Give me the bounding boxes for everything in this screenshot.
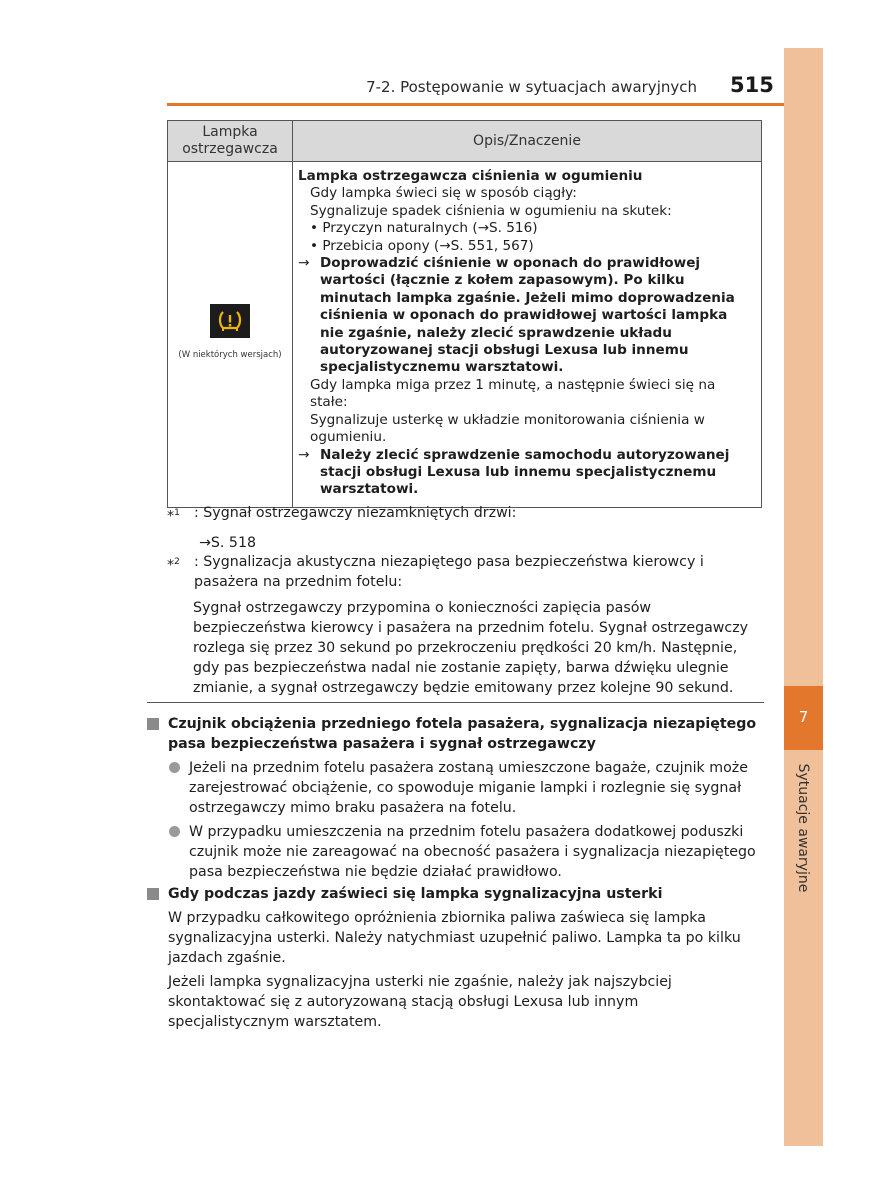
section-paragraph: W przypadku całkowitego opróżnienia zbiornika paliwa zaświeca się lampka sygnalizacyjna usterki. Należy natychmiast uzupełnić paliwo. Lampka ta po kilku jazdach zgaśnie.: [168, 910, 741, 966]
section-heading: Gdy podczas jazdy zaświeci się lampka sygnalizacyjna usterki: [147, 884, 764, 904]
chapter-label: Sytuacje awaryjne: [795, 763, 811, 893]
circle-bullet-icon: [169, 762, 180, 773]
arrow-icon: →: [298, 255, 310, 272]
chapter-number-tab[interactable]: 7: [784, 686, 823, 750]
lamp-description-cell: [293, 162, 762, 508]
list-item: Jeżeli na przednim fotelu pasażera zostaną umieszczone bagaże, czujnik może zarejestrować obciążenie, co spowoduje miganie lampki i rozlegnie się sygnał ostrzegawczy mimo braku pasażera na fotelu.: [147, 758, 764, 818]
section-heading: Czujnik obciążenia przedniego fotela pasażera, sygnalizacja niezapiętego pasa bezpieczeństwa pasażera i sygnał ostrzegawczy: [147, 714, 764, 754]
cause-bullet: • Przyczyn naturalnych (→S. 516): [310, 220, 538, 237]
header-rule: [167, 103, 784, 106]
section-paragraph: Jeżeli lampka sygnalizacyjna usterki nie zgaśnie, należy jak najszybciej skontaktować się z autoryzowaną stacją obsługi Lexusa lub innym specjalistycznym warsztatem.: [168, 974, 672, 1030]
footnote-reference[interactable]: →S. 518: [199, 534, 256, 551]
action-item: [298, 447, 753, 499]
steady-condition-text: Gdy lampka świeci się w sposób ciągły:: [310, 185, 577, 202]
warning-lamp-table: [167, 120, 762, 508]
page-number: 515: [730, 73, 774, 97]
table-header-row: [168, 121, 762, 162]
arrow-icon: →: [298, 446, 310, 463]
page-header-title: 7-2. Postępowanie w sytuacjach awaryjnych: [366, 78, 697, 96]
footnote-text: : Sygnał ostrzegawczy niezamkniętych drzwi:: [194, 505, 517, 521]
footnote-2: [167, 552, 762, 698]
list-item: W przypadku umieszczenia na przednim fotelu pasażera dodatkowej poduszki czujnik może nie zareagować na obecność pasażera i sygnalizacja niezapiętego pasa bezpieczeństwa nie będzie działać prawidłowo.: [147, 822, 764, 882]
lamp-cell: [168, 162, 293, 508]
footnote-text: : Sygnalizacja akustyczna niezapiętego pasa bezpieczeństwa kierowcy i pasażera na przednim fotelu:: [194, 554, 704, 590]
cause-bullet: • Przebicia opony (→S. 551, 567): [310, 237, 534, 254]
chapter-side-tab: [784, 48, 823, 1146]
section-divider: [147, 702, 764, 703]
table-row: [168, 162, 762, 508]
lamp-column-header: Lampka ostrzegawcza: [168, 121, 293, 162]
square-bullet-icon: [147, 718, 159, 730]
footnote-marker: *$^2$: [167, 557, 180, 574]
circle-bullet-icon: [169, 826, 180, 837]
footnote-marker: *$^1$: [167, 508, 180, 525]
action-text: Należy zlecić sprawdzenie samochodu autoryzowanej stacji obsługi Lexusa lub innemu specjalistycznemu warsztatowi.: [320, 446, 730, 498]
tire-pressure-warning-icon: [210, 304, 250, 338]
action-text: Doprowadzić ciśnienie w oponach do prawidłowej wartości (łącznie z kołem zapasowym). Po kilku minutach lampka zgaśnie. Jeżeli mimo doprowadzenia ciśnienia w oponach do prawidłowej wartości lampka nie zgaśnie, należy zlecić sprawdzenie układu autoryzowanej stacji obsługi Lexusa lub innemu specjalistycznemu warsztatowi.: [320, 255, 735, 376]
lamp-description-title: Lampka ostrzegawcza ciśnienia w ogumieniu: [298, 168, 643, 184]
fault-text: Sygnalizuje usterkę w układzie monitorowania ciśnienia w ogumieniu.: [310, 411, 705, 446]
footnote-body: Sygnał ostrzegawczy przypomina o konieczności zapięcia pasów bezpieczeństwa kierowcy i pasażera na przednim fotelu. Sygnał ostrzegawczy rozlega się przez 30 sekund po przekroczeniu prędkości 20 km/h. Następnie, gdy pas bezpieczeństwa nadal nie zostanie zapięty, barwa dźwięku ulegnie zmianie, a sygnał ostrzegawczy będzie emitowany przez kolejne 90 sekund.: [193, 600, 749, 696]
square-bullet-icon: [147, 888, 159, 900]
action-item: [298, 255, 753, 377]
lamp-availability-note: (W niektórych wersjach): [178, 350, 282, 361]
footnote-1: [167, 503, 762, 553]
blink-condition-text: Gdy lampka miga przez 1 minutę, a następnie świeci się na stałe:: [310, 376, 716, 411]
malfunction-lamp-section: [147, 884, 764, 1032]
description-column-header: Opis/Znaczenie: [293, 121, 762, 162]
cause-text: Sygnalizuje spadek ciśnienia w ogumieniu na skutek:: [310, 202, 672, 219]
passenger-sensor-section: [147, 714, 764, 882]
